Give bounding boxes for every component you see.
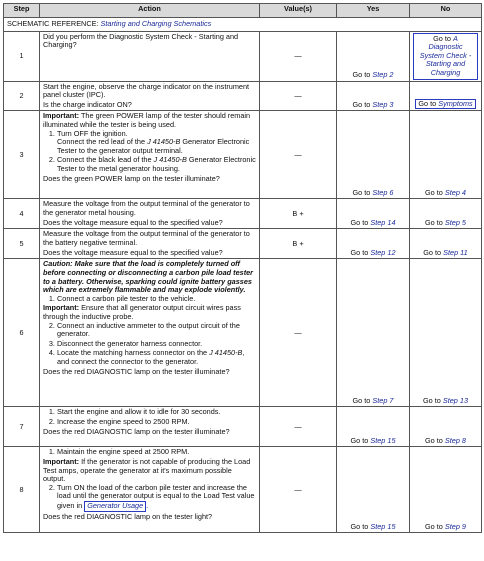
value-cell: [260, 447, 337, 533]
important-label: Important:: [43, 111, 80, 121]
value-dash: —: [294, 421, 302, 431]
go-to-step-15-link[interactable]: Step 15: [370, 521, 396, 531]
item-text: Turn OFF the ignition.: [57, 128, 128, 138]
item-part: Generator Electronic Tester to the metal generator housing.: [57, 155, 256, 173]
go-to-step-11-link[interactable]: Step 11: [443, 247, 468, 257]
reference-prefix: SCHEMATIC REFERENCE:: [7, 19, 101, 28]
yes-prefix: Go to: [352, 395, 373, 405]
step-number: 7: [4, 407, 40, 447]
header-action: Action: [40, 4, 260, 18]
yes-prefix: Go to: [350, 247, 371, 257]
step-number: 8: [4, 447, 40, 533]
no-cell: [410, 31, 482, 81]
list-item: [57, 349, 256, 366]
value-dash: —: [294, 90, 302, 100]
steps-list: [43, 448, 256, 457]
steps-list: [43, 130, 256, 174]
yes-prefix: Go to: [352, 187, 373, 197]
list-item: 1. Maintain the engine speed at 2500 RPM.: [57, 448, 256, 457]
step-row-3: [4, 111, 482, 199]
list-item: [57, 484, 256, 512]
step-row-5: [4, 229, 482, 259]
value-dash: —: [294, 149, 302, 159]
value-cell: [260, 407, 337, 447]
action-text: Start the engine, observe the charge indicator on the instrument panel cluster (IPC).: [43, 81, 250, 100]
action-cell: [40, 229, 260, 259]
list-item: 1. Connect a carbon pile tester to the vehicle.: [57, 295, 256, 304]
go-to-step-12-link[interactable]: Step 12: [370, 247, 396, 257]
diagnostic-system-check-link-box[interactable]: [413, 33, 478, 80]
go-to-step-6-link[interactable]: Step 6: [372, 187, 394, 197]
value-cell: B +: [260, 229, 337, 259]
important-text: If the generator is not capable of producing the Load Test amps, operate the generator at it's maximum possible output.: [43, 456, 251, 484]
important-note: [43, 458, 256, 484]
action-cell: [40, 31, 260, 81]
action-cell: [40, 111, 260, 199]
step-number: 5: [4, 229, 40, 259]
value-cell: B +: [260, 199, 337, 229]
symptoms-link-box[interactable]: [415, 99, 475, 110]
value-cell: [260, 259, 337, 407]
step-row-2: [4, 81, 482, 111]
list-item: 2. Connect an inductive ammeter to the output circuit of the generator.: [57, 322, 256, 339]
go-to-step-4-link[interactable]: Step 4: [444, 187, 466, 197]
tool-reference: J 41450-B: [153, 155, 187, 165]
steps-list: [43, 322, 256, 367]
diagnostic-table: [3, 3, 482, 533]
tool-reference: J 41450-B: [209, 348, 243, 358]
symptoms-link[interactable]: Symptoms: [438, 98, 473, 108]
go-to-step-2-link[interactable]: Step 2: [372, 70, 394, 79]
schematic-reference: [4, 18, 482, 32]
yes-cell: [337, 407, 410, 447]
question-text: Does the voltage measure equal to the specified value?: [43, 217, 223, 227]
header-yes: Yes: [337, 4, 410, 18]
step-number: 6: [4, 259, 40, 407]
yes-cell: [337, 31, 410, 81]
important-text: The green POWER lamp of the tester should remain illuminated while the tester is being used.: [43, 111, 251, 129]
question-text: Does the red DIAGNOSTIC lamp on the tester light?: [43, 511, 213, 521]
go-to-step-3-link[interactable]: Step 3: [372, 99, 394, 109]
item-part: Locate the matching harness connector on the: [57, 348, 210, 358]
action-cell: [40, 81, 260, 111]
go-to-step-9-link[interactable]: Step 9: [444, 521, 466, 531]
list-item: 2. Increase the engine speed to 2500 RPM.: [57, 418, 256, 427]
no-prefix: Go to: [422, 395, 443, 405]
yes-cell: [337, 81, 410, 111]
steps-list: [43, 408, 256, 426]
value-cell: [260, 31, 337, 81]
yes-prefix: Go to: [350, 217, 371, 227]
item-part: , and connect the connector to the generator.: [57, 348, 245, 366]
sub-item-part: Generator Electronic Tester to the generator output terminal.: [57, 137, 250, 155]
no-cell: [410, 259, 482, 407]
go-to-step-5-link[interactable]: Step 5: [444, 217, 466, 227]
step-row-4: [4, 199, 482, 229]
go-to-step-13-link[interactable]: Step 13: [442, 395, 469, 405]
yes-cell: [337, 111, 410, 199]
list-item: [57, 156, 256, 173]
caution-text: Caution: Make sure that the load is completely turned off before connecting or disconnecting a carbon pile load tester to a battery. Otherwise, sparking could ignite battery gasses which are extremely flammable and may explode violently.: [43, 259, 254, 295]
question-text: Does the green POWER lamp on the tester illuminate?: [43, 173, 220, 183]
no-cell: [410, 229, 482, 259]
header-step: Step: [4, 4, 40, 18]
go-to-step-14-link[interactable]: Step 14: [370, 217, 396, 227]
value-dash: —: [294, 327, 302, 337]
list-item: 3. Disconnect the generator harness connector.: [57, 340, 256, 349]
no-prefix: Go to: [425, 187, 445, 197]
no-prefix: Go to: [425, 217, 445, 227]
step-number: 3: [4, 111, 40, 199]
action-cell: [40, 259, 260, 407]
value-cell: [260, 81, 337, 111]
action-cell: [40, 407, 260, 447]
question-text: Is the charge indicator ON?: [43, 99, 132, 109]
sub-item-text: [57, 138, 256, 155]
value-cell: [260, 111, 337, 199]
yes-cell: [337, 199, 410, 229]
important-note: [43, 112, 256, 129]
go-to-step-7-link[interactable]: Step 7: [372, 395, 394, 405]
question-text: Does the red DIAGNOSTIC lamp on the tester illuminate?: [43, 366, 230, 376]
step-row-8: [4, 447, 482, 533]
step-row-1: [4, 31, 482, 81]
schematic-link[interactable]: Starting and Charging Schematics: [100, 19, 212, 28]
no-cell: [410, 407, 482, 447]
sub-item-part: Connect the red lead of the: [57, 137, 148, 147]
yes-cell: [337, 259, 410, 407]
no-cell: [410, 447, 482, 533]
header-no: No: [410, 4, 482, 18]
question-text: Does the voltage measure equal to the specified value?: [43, 247, 223, 257]
steps-list: [43, 484, 256, 512]
value-dash: —: [294, 50, 302, 60]
no-cell: [410, 199, 482, 229]
no-prefix: Go to: [423, 247, 444, 257]
header-row: [4, 4, 482, 18]
step-number: 2: [4, 81, 40, 111]
yes-cell: [337, 447, 410, 533]
diagnostic-table-page: [3, 3, 481, 533]
step-row-6: [4, 259, 482, 407]
item-part: .: [146, 500, 149, 510]
no-prefix: Go to: [425, 435, 445, 445]
important-note: [43, 304, 256, 321]
important-text: Ensure that all generator output circuit wires pass through the inductive probe.: [43, 303, 241, 321]
step-number: 4: [4, 199, 40, 229]
no-cell: [410, 111, 482, 199]
step-number: 1: [4, 31, 40, 81]
item-part: Connect the black lead of the: [57, 155, 154, 165]
go-to-step-15-link[interactable]: Step 15: [370, 435, 396, 445]
diagnostic-system-check-link[interactable]: A Diagnostic System Check - Starting and Charging: [419, 33, 472, 77]
yes-prefix: Go to: [350, 435, 371, 445]
list-item: [57, 130, 256, 156]
question-text: Did you perform the Diagnostic System Check - Starting and Charging?: [43, 31, 239, 50]
action-text: Measure the voltage from the output terminal of the generator to the battery negative terminal.: [43, 229, 250, 247]
tool-reference: J 41450-B: [147, 137, 181, 147]
yes-cell: [337, 229, 410, 259]
item-part: Turn ON the load of the carbon pile tester and increase the load until the generator output is equal to the Load Test value given in: [57, 482, 255, 510]
no-cell: [410, 81, 482, 111]
go-to-step-8-link[interactable]: Step 8: [444, 435, 466, 445]
no-prefix: Go to: [418, 98, 439, 108]
generator-usage-link[interactable]: Generator Usage: [84, 501, 146, 512]
value-dash: —: [294, 484, 302, 494]
important-label: Important:: [43, 303, 80, 313]
step-row-7: [4, 407, 482, 447]
important-label: Important:: [43, 456, 80, 466]
no-prefix: Go to: [433, 33, 453, 43]
no-prefix: Go to: [425, 521, 445, 531]
action-text: Measure the voltage from the output terminal of the generator to the generator metal housing.: [43, 199, 250, 217]
schematic-reference-row: [4, 18, 482, 32]
header-values: Value(s): [260, 4, 337, 18]
action-cell: [40, 199, 260, 229]
question-text: Does the red DIAGNOSTIC lamp on the tester illuminate?: [43, 426, 230, 436]
yes-prefix: Go to: [352, 99, 373, 109]
steps-list: [43, 295, 256, 304]
list-item: 1. Start the engine and allow it to idle for 30 seconds.: [57, 408, 256, 417]
yes-prefix: Go to: [352, 70, 373, 79]
action-cell: [40, 447, 260, 533]
yes-prefix: Go to: [350, 521, 371, 531]
